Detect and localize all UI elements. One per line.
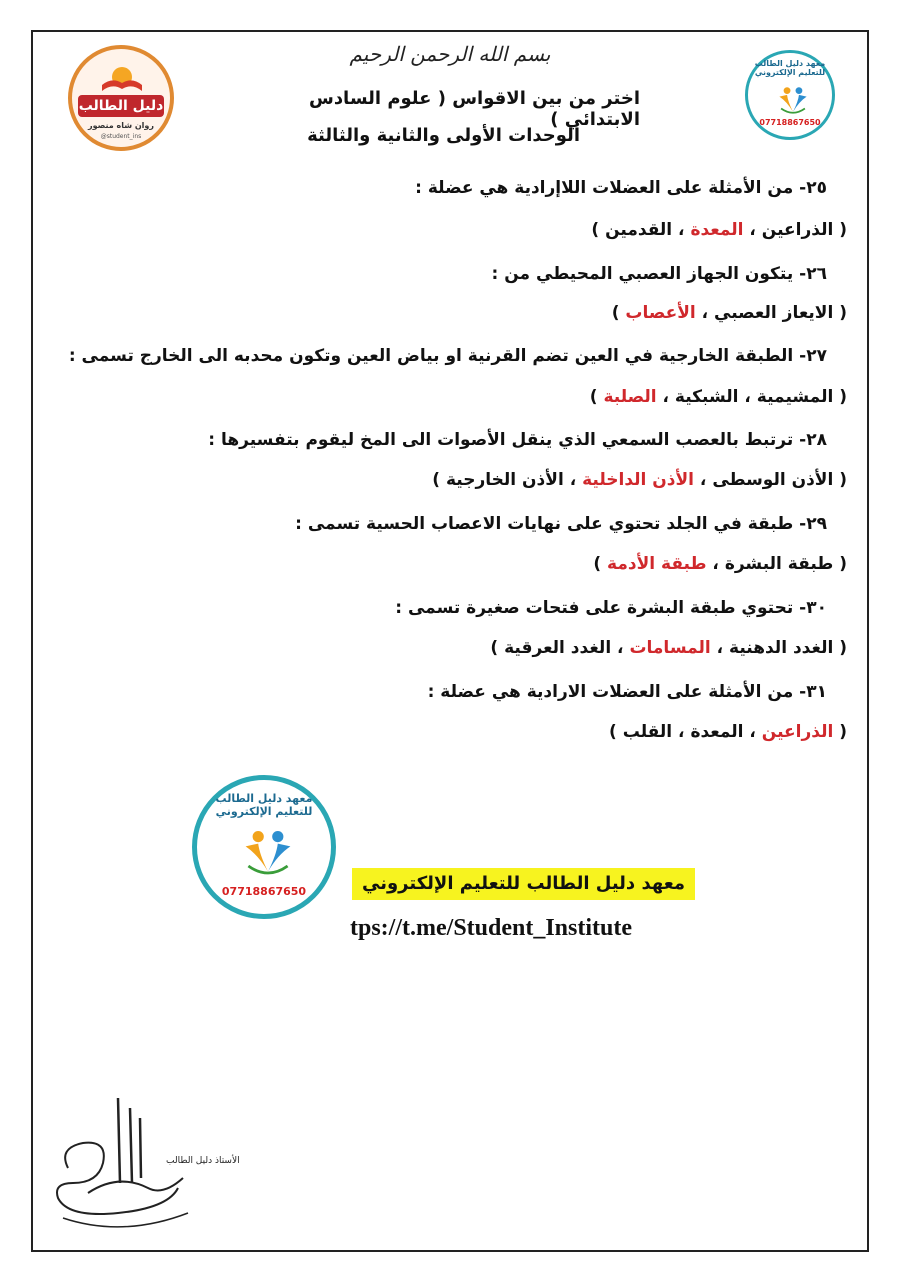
options-25: ( الذراعين ، المعدة ، القدمين ) — [591, 220, 847, 240]
correct-option: طبقة الأدمة — [607, 554, 707, 574]
options-30: ( الغدد الدهنية ، المسامات ، الغدد العرقية ) — [490, 638, 847, 658]
logo-phone: 07718867650 — [221, 885, 307, 898]
logo-ring-text: معهد دليل الطالب للتعليم الإلكتروني — [215, 792, 313, 818]
option: الأذن الوسطى — [712, 470, 834, 490]
option: طبقة البشرة — [724, 554, 834, 574]
open-book-icon — [100, 63, 144, 93]
institute-logo-small — [745, 50, 835, 140]
correct-option: الذراعين — [761, 722, 834, 742]
institute-name-highlight: معهد دليل الطالب للتعليم الإلكتروني — [352, 868, 695, 900]
question-text: يتكون الجهاز العصبي المحيطي من : — [491, 264, 794, 284]
option: القدمين — [605, 220, 673, 240]
options-31: ( الذراعين ، المعدة ، القلب ) — [609, 722, 847, 742]
question-text: من الأمثلة على العضلات الارادية هي عضلة : — [427, 682, 794, 702]
question-number: ٢٩- — [799, 514, 827, 534]
logo-phone: 07718867650 — [759, 118, 821, 127]
brand-name: دليل الطالب — [78, 95, 164, 117]
correct-option: الصلبة — [603, 387, 657, 407]
option: المعدة — [690, 722, 744, 742]
question-28 — [208, 430, 827, 450]
correct-option: المسامات — [629, 638, 711, 658]
question-number: ٢٧- — [799, 346, 827, 366]
option: الايعاز العصبي — [714, 303, 834, 323]
basmala: بسم الله الرحمن الرحيم — [349, 42, 551, 66]
question-number: ٢٦- — [799, 264, 827, 284]
option: المشيمية — [756, 387, 834, 407]
question-text: ترتبط بالعصب السمعي الذي ينقل الأصوات الى المخ ليقوم بتفسيرها : — [208, 430, 794, 450]
options-29: ( طبقة البشرة ، طبقة الأدمة ) — [593, 554, 847, 574]
question-30 — [395, 598, 827, 618]
option: الذراعين — [761, 220, 834, 240]
options-26: ( الايعاز العصبي ، الأعصاب ) — [611, 303, 847, 323]
telegram-link[interactable]: tps://t.me/Student_Institute — [350, 915, 633, 941]
worksheet-subtitle: الوحدات الأولى والثانية والثالثة — [307, 125, 580, 146]
question-25 — [415, 178, 827, 198]
question-text: من الأمثلة على العضلات اللاإرادية هي عضلة : — [415, 178, 794, 198]
signature-label: الأستاذ دليل الطالب — [166, 1156, 240, 1166]
correct-option: الأعصاب — [625, 303, 696, 323]
brand-owner: روان شاه منصور — [87, 121, 155, 130]
institute-logo-large — [192, 775, 336, 919]
brand-handle: @student_ins — [100, 133, 142, 140]
question-26 — [492, 264, 827, 284]
question-text: طبقة في الجلد تحتوي على نهايات الاعصاب الحسية تسمى : — [295, 514, 794, 534]
option: الشبكية — [674, 387, 739, 407]
option: الأذن الخارجية — [446, 470, 564, 490]
question-number: ٢٨- — [799, 430, 827, 450]
question-number: ٢٥- — [799, 178, 827, 198]
correct-option: المعدة — [690, 220, 744, 240]
option: الغدد العرقية — [504, 638, 612, 658]
question-27 — [69, 346, 827, 366]
question-number: ٣٠- — [799, 598, 827, 618]
question-text: الطبقة الخارجية في العين تضم القرنية او بياض العين وتكون محدبه الى الخارج تسمى : — [68, 346, 794, 366]
people-icon — [776, 83, 810, 117]
people-icon — [239, 824, 297, 880]
question-31 — [428, 682, 827, 702]
question-text: تحتوي طبقة البشرة على فتحات صغيرة تسمى : — [395, 598, 794, 618]
option: القلب — [622, 722, 673, 742]
question-29 — [295, 514, 827, 534]
worksheet-title: اختر من بين الاقواس ( علوم السادس الابتدائي ) — [308, 88, 640, 130]
question-number: ٣١- — [799, 682, 827, 702]
logo-ring-text: معهد دليل الطالب للتعليم الإلكتروني — [754, 59, 826, 77]
option: الغدد الدهنية — [729, 638, 834, 658]
brand-logo — [68, 45, 174, 151]
options-27: ( المشيمية ، الشبكية ، الصلبة ) — [589, 387, 847, 407]
correct-option: الأذن الداخلية — [582, 470, 695, 490]
calligraphy-signature-icon — [48, 1088, 240, 1238]
options-28: ( الأذن الوسطى ، الأذن الداخلية ، الأذن الخارجية ) — [432, 470, 847, 490]
